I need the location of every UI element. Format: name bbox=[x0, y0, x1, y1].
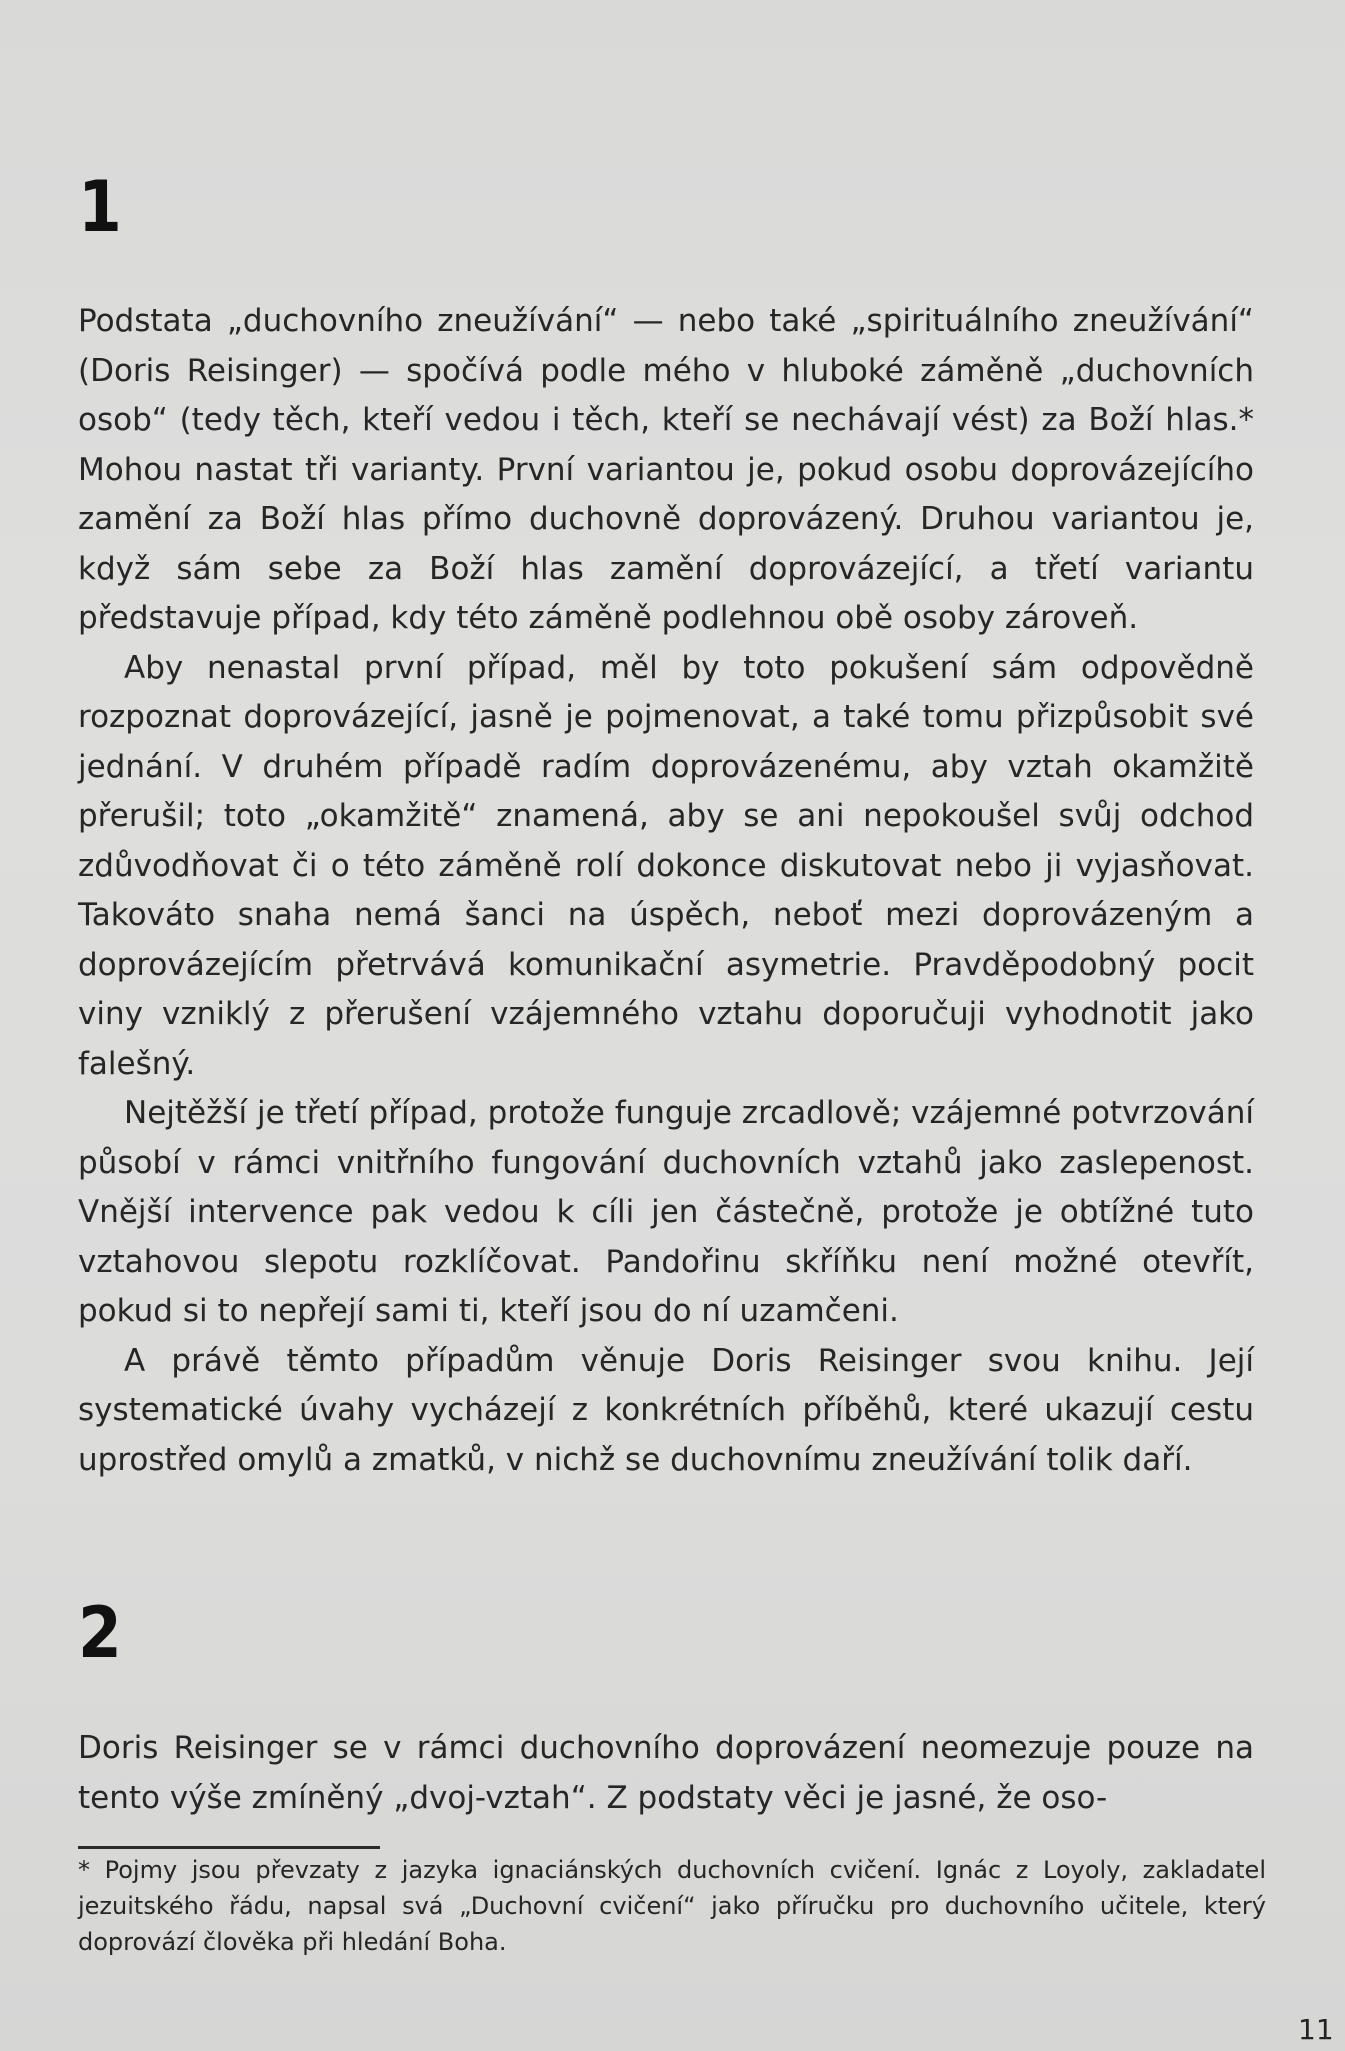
footnote-divider bbox=[78, 1846, 380, 1849]
section-number-2: 2 bbox=[78, 1592, 122, 1674]
page-number: 11 bbox=[1298, 2013, 1334, 2046]
section-1-text bbox=[78, 297, 1254, 1485]
paragraph: Doris Reisinger se v rámci duchovního doprovázení neomezuje pouze na tento výše zmíněný „dvoj-vztah“. Z podstaty věci je jasné, že oso- bbox=[78, 1730, 1254, 1816]
paragraph: Aby nenastal první případ, měl by toto pokušení sám odpovědně rozpoznat doprovázející, jasně je pojmenovat, a také tomu přizpůsobit své jednání. V druhém případě radím doprovázenému, aby vztah okamžitě přerušil; toto „okamžitě“ znamená, aby se ani nepokoušel svůj odchod zdůvodňovat či o této záměně rolí dokonce diskutovat nebo ji vyjasňovat. Takováto snaha nemá šanci na úspěch, neboť mezi doprovázeným a doprovázejícím přetrvává komunikační asymetrie. Pravděpodobný pocit viny vzniklý z přerušení vzájemného vztahu doporučuji vyhodnotit jako falešný. bbox=[78, 649, 1254, 1082]
section-2-text bbox=[78, 1724, 1254, 1823]
section-number-1: 1 bbox=[78, 166, 122, 248]
footnote-text: * Pojmy jsou převzaty z jazyka ignaciánských duchovních cvičení. Ignác z Loyoly, zakladatel jezuitského řádu, napsal svá „Duchovní cvičení“ jako příručku pro duchovního učitele, který doprovází člověka při hledání Boha. bbox=[78, 1856, 1266, 1956]
footnote bbox=[78, 1852, 1266, 1960]
paragraph: A právě těmto případům věnuje Doris Reisinger svou knihu. Její systematické úvahy vycházejí z konkrétních příběhů, které ukazují cestu uprostřed omylů a zmatků, v nichž se duchovnímu zneužívání tolik daří. bbox=[78, 1342, 1254, 1478]
paragraph: Podstata „duchovního zneužívání“ — nebo také „spirituálního zneužívání“ (Doris Reisinger) — spočívá podle mého v hluboké záměně „duchovních osob“ (tedy těch, kteří vedou i těch, kteří se nechávají vést) za Boží hlas.* Mohou nastat tři varianty. První variantou je, pokud osobu doprovázejícího zamění za Boží hlas přímo duchovně doprovázený. Druhou variantou je, když sám sebe za Boží hlas zamění doprovázející, a třetí variantu představuje případ, kdy této záměně podlehnou obě osoby zároveň. bbox=[78, 303, 1254, 636]
paragraph: Nejtěžší je třetí případ, protože funguje zrcadlově; vzájemné potvrzování působí v rámci vnitřního fungování duchovních vztahů jako zaslepenost. Vnější intervence pak vedou k cíli jen částečně, protože je obtížné tuto vztahovou slepotu rozklíčovat. Pandořinu skříňku není možné otevřít, pokud si to nepřejí sami ti, kteří jsou do ní uzamčeni. bbox=[78, 1095, 1254, 1329]
